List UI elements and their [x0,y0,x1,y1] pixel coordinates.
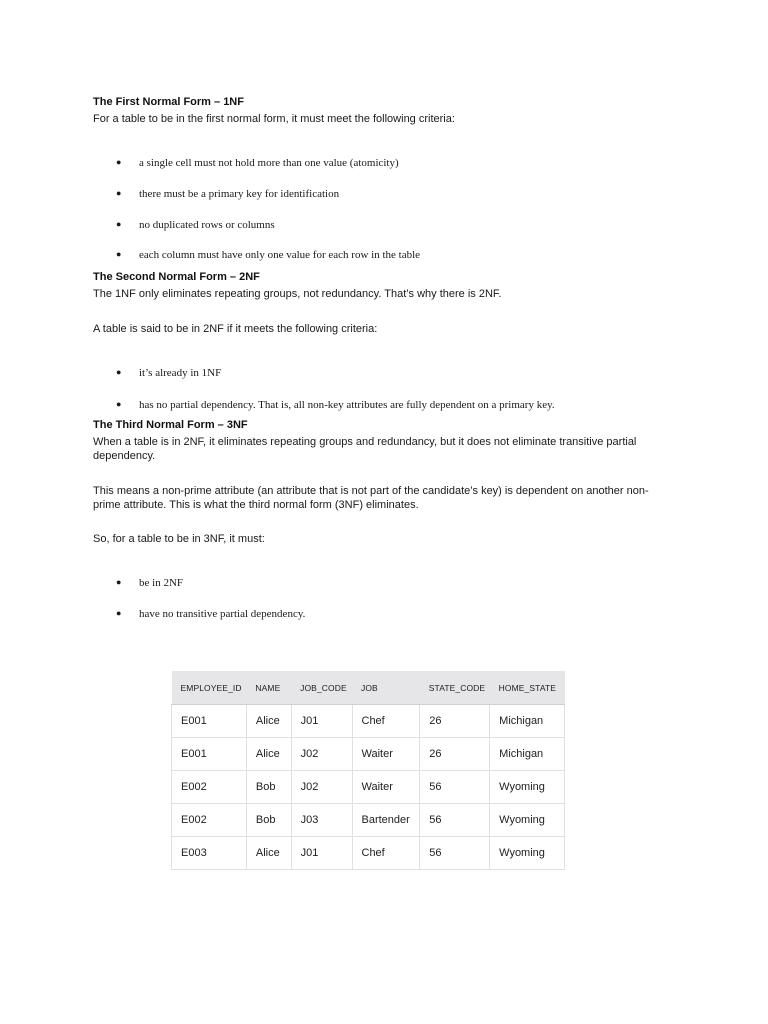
list-item: ● no duplicated rows or columns [116,219,275,231]
table-row [172,738,565,771]
bullet-icon: ● [116,249,122,259]
paragraph-3nf-2: This means a non-prime attribute (an attribute that is not part of the candidate’s key) is dependent on another non-prime attribute. This is what the third normal form (3NF) eliminates. [93,485,649,511]
table-cell: Alice [246,837,291,870]
table-cell: Waiter [352,738,420,771]
table-cell: Waiter [352,771,420,804]
table-cell: Alice [246,705,291,738]
table-cell: Chef [352,705,420,738]
table-cell: Wyoming [490,804,565,837]
column-header: HOME_STATE [490,671,565,705]
column-header: JOB [352,671,420,705]
table-cell: 56 [420,771,490,804]
bullet-icon: ● [116,608,122,618]
column-header: NAME [246,671,291,705]
table-row [172,804,565,837]
list-item: ● be in 2NF [116,577,183,589]
table-cell: Alice [246,738,291,771]
table-cell: E003 [172,837,247,870]
bullet-icon: ● [116,157,122,167]
table-cell: 26 [420,738,490,771]
list-item: ● each column must have only one value for each row in the table [116,249,421,261]
table-cell: Bob [246,804,291,837]
table-header-row [172,671,565,705]
table-cell: J01 [291,837,352,870]
list-item: ● has no partial dependency. That is, all non-key attributes are fully dependent on a primary key. [116,399,555,411]
table-row [172,771,565,804]
table-cell: Michigan [490,738,565,771]
table-cell: J03 [291,804,352,837]
table-cell: 56 [420,837,490,870]
table-cell: E002 [172,771,247,804]
employee-table [171,671,565,870]
paragraph-3nf-1: When a table is in 2NF, it eliminates repeating groups and redundancy, but it does not eliminate transitive partial dependency. [93,436,637,462]
paragraph-3nf-3: So, for a table to be in 3NF, it must: [93,533,265,545]
column-header: STATE_CODE [420,671,490,705]
table-row [172,705,565,738]
column-header: EMPLOYEE_ID [172,671,247,705]
bullet-icon: ● [116,577,122,587]
table-row [172,837,565,870]
table-cell: Wyoming [490,837,565,870]
table-cell: J01 [291,705,352,738]
table-cell: E001 [172,705,247,738]
bullet-icon: ● [116,399,122,409]
table-cell: Bob [246,771,291,804]
heading-1nf: The First Normal Form – 1NF [93,96,244,108]
table-cell: 26 [420,705,490,738]
list-item: ● there must be a primary key for identification [116,188,340,200]
column-header: JOB_CODE [291,671,352,705]
table-cell: Bartender [352,804,420,837]
table-cell: J02 [291,738,352,771]
paragraph-2nf-1: The 1NF only eliminates repeating groups, not redundancy. That’s why there is 2NF. [93,288,502,300]
table-cell: 56 [420,804,490,837]
paragraph-2nf-2: A table is said to be in 2NF if it meets the following criteria: [93,323,378,335]
list-item: ● have no transitive partial dependency. [116,608,306,620]
table-cell: Wyoming [490,771,565,804]
heading-3nf: The Third Normal Form – 3NF [93,419,248,431]
paragraph-1nf-intro: For a table to be in the first normal form, it must meet the following criteria: [93,113,455,125]
list-item: ● it’s already in 1NF [116,367,222,379]
table-cell: E002 [172,804,247,837]
list-item: ● a single cell must not hold more than one value (atomicity) [116,157,399,169]
table-cell: Chef [352,837,420,870]
table-cell: E001 [172,738,247,771]
table-cell: Michigan [490,705,565,738]
bullet-icon: ● [116,219,122,229]
bullet-icon: ● [116,367,122,377]
bullet-icon: ● [116,188,122,198]
heading-2nf: The Second Normal Form – 2NF [93,271,260,283]
table-cell: J02 [291,771,352,804]
